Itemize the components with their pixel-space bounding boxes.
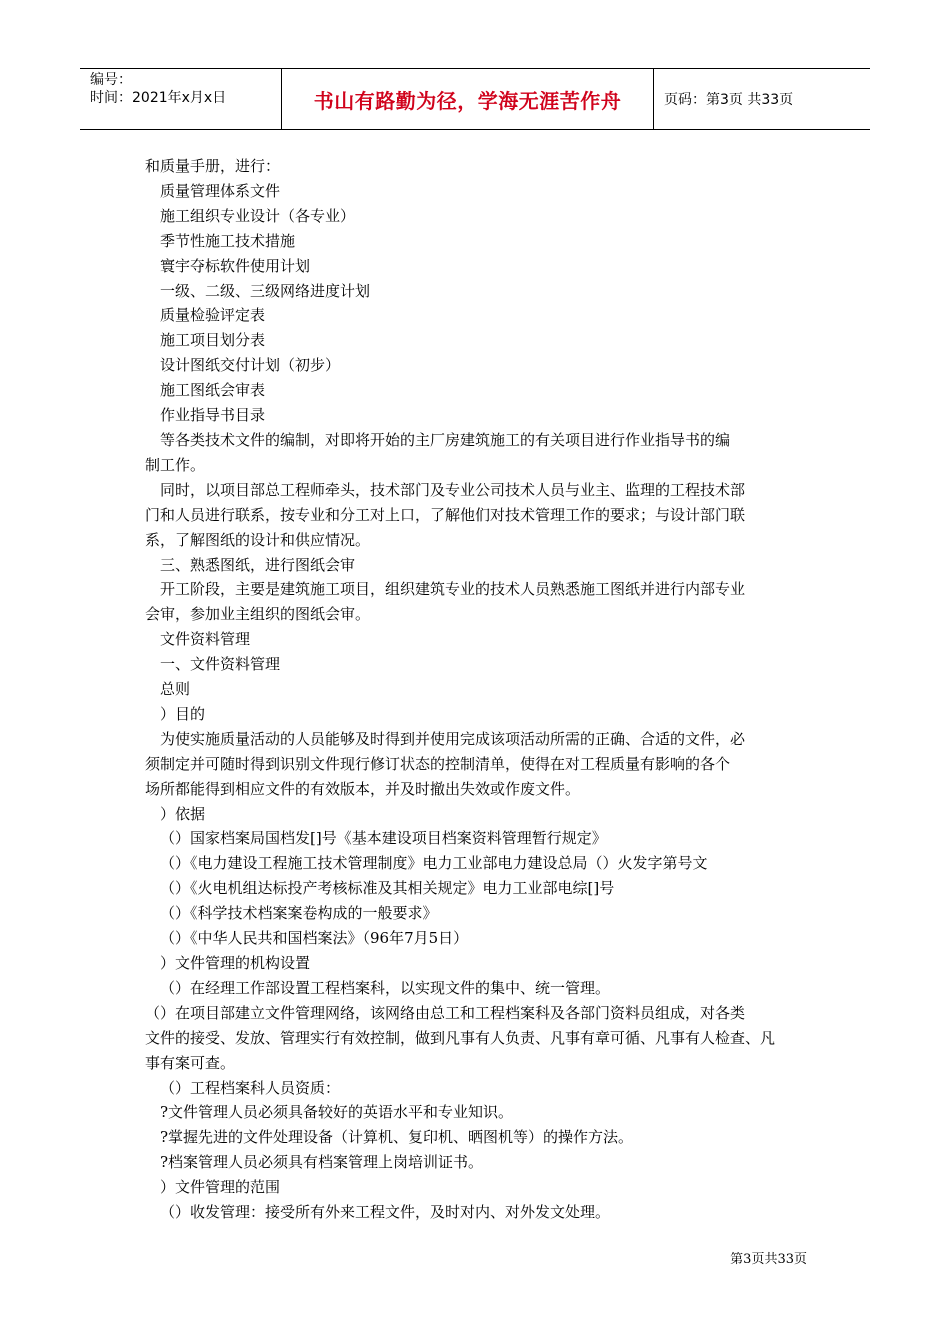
text-line: （）《科学技术档案案卷构成的一般要求》 [160,904,438,923]
text-line: （）国家档案局国档发[]号《基本建设项目档案资料管理暂行规定》 [160,829,607,848]
text-line: 作业指导书目录 [160,406,266,425]
text-line: ）文件管理的范围 [160,1178,281,1197]
header-page-info: 页码：第3页 共33页 [664,92,794,108]
text-line: 总则 [160,680,191,699]
text-line: 寰宇夺标软件使用计划 [160,256,311,275]
text-line: ?文件管理人员必须具备较好的英语水平和专业知识。 [160,1103,514,1122]
text-line: 一级、二级、三级网络进度计划 [160,281,371,300]
text-line: ）文件管理的机构设置 [160,954,311,972]
text-line: 文件资料管理 [160,630,251,649]
text-line: 系，了解图纸的设计和供应情况。 [145,530,371,549]
text-line: ）依据 [160,804,206,823]
text-line: 设计图纸交付计划（初步） [160,356,341,375]
header-motto: 书山有路勤为径，学海无涯苦作舟 [282,69,654,129]
text-line: 质量管理体系文件 [160,181,281,200]
text-line: 三、熟悉图纸，进行图纸会审 [160,555,356,574]
text-line: 施工组织专业设计（各专业） [160,206,356,225]
text-line: 为使实施质量活动的人员能够及时得到并使用完成该项活动所需的正确、合适的文件，必 [160,729,746,748]
text-line: （）工程档案科人员资质： [160,1078,341,1097]
text-line: （）《电力建设工程施工技术管理制度》电力工业部电力建设总局（）火发字第号文 [160,854,708,873]
text-line: 施工图纸会审表 [160,381,266,400]
text-line: 开工阶段，主要是建筑施工项目，组织建筑专业的技术人员熟悉施工图纸并进行内部专业 [160,580,746,599]
page-footer: 第3页共33页 [730,1252,807,1267]
text-line: 一、文件资料管理 [160,655,281,674]
document-body [145,154,810,1225]
text-line: 等各类技术文件的编制，对即将开始的主厂房建筑施工的有关项目进行作业指导书的编 [160,430,731,449]
text-line: 场所都能得到相应文件的有效版本，并及时撤出失效或作废文件。 [145,779,581,798]
text-line: 施工项目划分表 [160,331,266,350]
text-line: 制工作。 [145,455,206,474]
text-line: ）目的 [160,704,206,723]
text-line: （）在经理工作部设置工程档案科，以实现文件的集中、统一管理。 [160,978,611,997]
text-line: 门和人员进行联系，按专业和分工对上口，了解他们对技术管理工作的要求；与设计部门联 [145,505,746,524]
text-line: 和质量手册，进行： [145,157,281,175]
text-line: （）在项目部建立文件管理网络，该网络由总工和工程档案科及各部门资料员组成，对各类 [145,1003,746,1022]
text-line: （）《中华人民共和国档案法》（96年7月5日） [160,929,469,948]
text-line: 事有案可查。 [145,1053,236,1072]
text-line: ?档案管理人员必须具有档案管理上岗培训证书。 [160,1153,484,1172]
text-line: （）收发管理：接受所有外来工程文件，及时对内、对外发文处理。 [160,1203,611,1222]
text-line: 文件的接受、发放、管理实行有效控制，做到凡事有人负责、凡事有章可循、凡事有人检查、凡 [145,1028,776,1047]
text-line: 质量检验评定表 [160,306,266,325]
text-line: （）《火电机组达标投产考核标准及其相关规定》电力工业部电综[]号 [160,879,615,898]
text-line: 须制定并可随时得到识别文件现行修订状态的控制清单，使得在对工程质量有影响的各个 [145,754,731,773]
header-meta [80,69,282,129]
text-line: 同时，以项目部总工程师牵头，技术部门及专业公司技术人员与业主、监理的工程技术部 [160,480,746,499]
number-label: 编号： [90,72,132,88]
text-line: ?掌握先进的文件处理设备（计算机、复印机、晒图机等）的操作方法。 [160,1128,634,1147]
text-line: 会审，参加业主组织的图纸会审。 [145,605,371,624]
page-header [80,68,870,130]
date-label: 时间：2021年x月x日 [90,90,227,106]
text-line: 季节性施工技术措施 [160,231,296,250]
